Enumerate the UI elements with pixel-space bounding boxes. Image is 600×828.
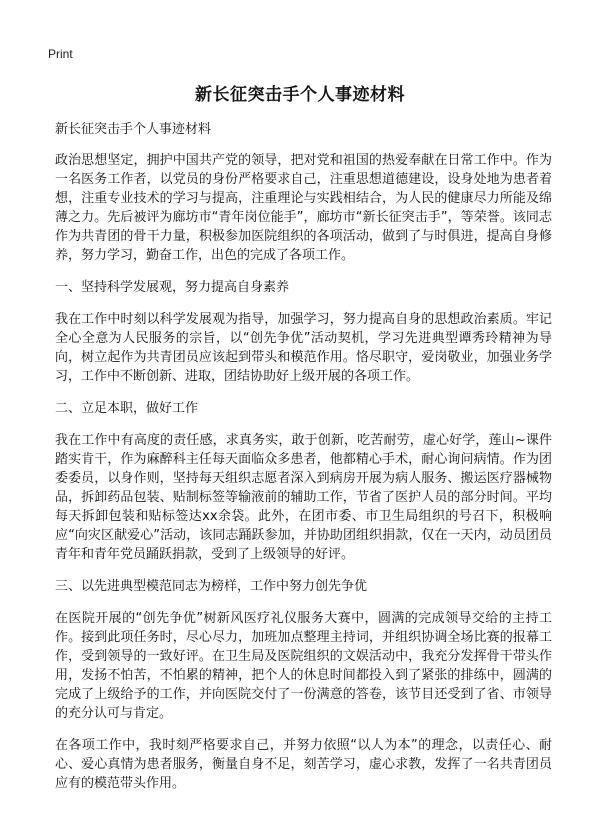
section-2-paragraph: 我在工作中有高度的责任感，求真务实，敢于创新，吃苦耐劳，虚心好学，莲山~课件 踏实肯干，作为麻醉科主任每天面临众多患者，他都精心手术，耐心询问病情。作为团委委员，以身作则，坚持每天组织志愿者深入到病房开展为病人服务、搬运医疗器械物品，拆卸药品包装、贴制标签等输液前的辅助工作，节省了医护人员的部分时间。平均每天拆卸包装和贴标签达xx余袋。此外，在团市委、市卫生局组织的号召下，积极响应“向灾区献爱心”活动，该同志踊跃参加，并协助团组织捐款，仅在一天内，动员团员青年和青年党员踊跃捐款，受到了上级领导的好评。: [55, 433, 552, 562]
print-link[interactable]: Print: [48, 47, 73, 61]
section-heading-1: 一、坚持科学发展观，努力提高自身素养: [55, 280, 290, 295]
document-subtitle: 新长征突击手个人事迹材料: [55, 122, 212, 137]
document-body: [55, 121, 552, 806]
section-heading-2: 二、立足本职，做好工作: [55, 401, 199, 416]
section-1-paragraph: 我在工作中时刻以科学发展观为指导，加强学习，努力提高自身的思想政治素质。牢记全心全意为人民服务的宗旨，以“创先争优”活动契机，学习先进典型谭秀玲精神为导向，树立起作为共青团员应该起到带头和模范作用。恪尽职守，爱岗敬业，加强业务学习，工作中不断创新、进取，团结协助好上级开展的各项工作。: [55, 312, 552, 384]
section-3-paragraph: 在医院开展的“创先争优”树新风医疗礼仪服务大赛中，圆满的完成领导交给的主持工作。接到此项任务时，尽心尽力，加班加点整理主持词，并组织协调全场比赛的报幕工作，受到领导的一致好评。在卫生局及医院组织的文娱活动中，我充分发挥骨干带头作用，发扬不怕苦，不怕累的精神，把个人的休息时间都投入到了紧张的排练中，圆满的完成了上级给予的工作，并向医院交付了一份满意的答卷，该节目还受到了省、市领导的充分认可与肯定。: [55, 611, 552, 721]
intro-paragraph: 政治思想坚定，拥护中国共产党的领导，把对党和祖国的热爱奉献在日常工作中。作为一名医务工作者，以党员的身份严格要求自己，注重思想道德建设，设身处地为患者着想，注重专业技术的学习与提高，注重理论与实践相结合，为人民的健康尽力所能及绵薄之力。先后被评为廊坊市“青年岗位能手”，廊坊市“新长征突击手”，等荣誉。该同志作为共青团的骨干力量，积极参加医院组织的各项活动，做到了与时俱进，提高自身修养，努力学习，勤奋工作，出色的完成了各项工作。: [55, 153, 552, 263]
document-title: 新长征突击手个人事迹材料: [195, 85, 405, 105]
section-heading-3: 三、以先进典型模范同志为榜样，工作中努力创先争优: [55, 579, 368, 594]
closing-paragraph: 在各项工作中，我时刻严格要求自己，并努力依照“以人为本”的理念，以责任心、耐心、爱心真情为患者服务，衡量自身不足，刻苦学习，虚心求教，发挥了一名共青团员应有的模范带头作用。: [55, 738, 552, 791]
